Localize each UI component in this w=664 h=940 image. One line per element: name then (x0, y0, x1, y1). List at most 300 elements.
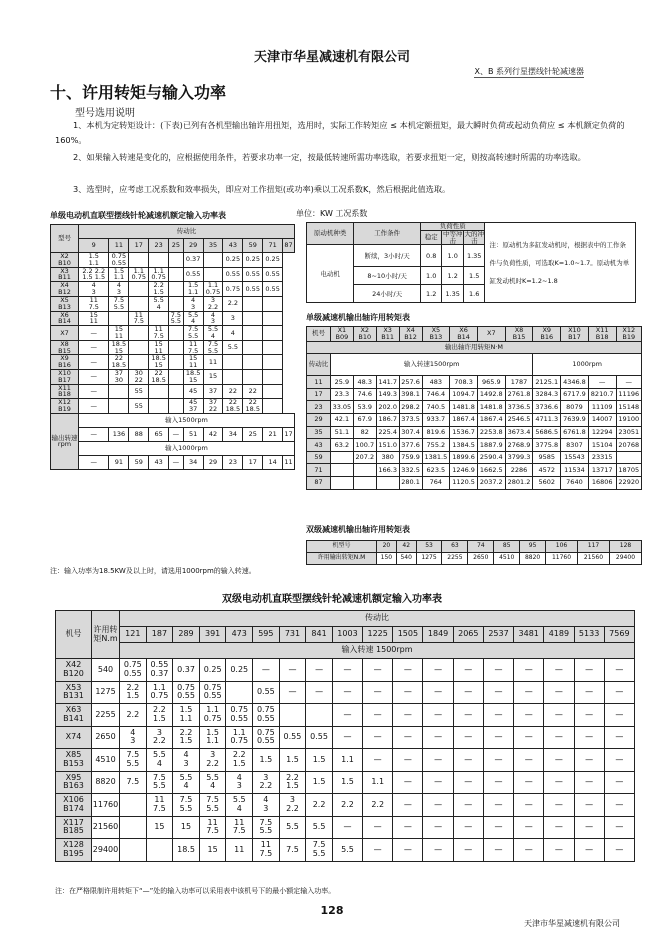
table-cell: — (514, 681, 544, 704)
table3-torque-label: 输出轴许用转矩N·M (307, 341, 642, 354)
table-cell: 33.05 (330, 401, 353, 414)
table-cell: 1.1 (332, 749, 362, 772)
table-cell: 0.75 (223, 282, 243, 297)
table-cell: 23315 (588, 451, 616, 464)
table-cell (169, 340, 184, 355)
table-cell: 2.2 1.5 (149, 282, 169, 297)
table-cell: 2.2 (223, 296, 243, 311)
table-cell: 4 3 (253, 794, 280, 817)
table-cell: — (423, 839, 453, 862)
table-cell: 2.2 1.5 (146, 704, 173, 727)
table-cell (129, 253, 149, 268)
table-cell: 11 7.5 (183, 340, 203, 355)
table-cell: 1.1 0.75 (199, 704, 226, 727)
table-cell: 0.55 (263, 282, 283, 297)
table-cell: X7 (477, 327, 505, 342)
table-cell: 29400 (92, 839, 120, 862)
table-cell: 11 7.5 (129, 311, 149, 326)
table-cell (223, 355, 243, 370)
table-cell: — (514, 749, 544, 772)
table-cell (263, 384, 283, 399)
table4-model-header: 机型号 (307, 541, 377, 553)
table-cell (129, 296, 149, 311)
table-cell: — (453, 726, 483, 749)
table-cell: 11 7.5 (226, 816, 253, 839)
table-cell: 91 (109, 455, 129, 469)
table-cell (243, 311, 263, 326)
table-cell: 1381.5 (422, 451, 450, 464)
table-cell: 17 (243, 455, 263, 469)
table-cell: 2.2 1.5 (120, 681, 147, 704)
table-cell: — (423, 704, 453, 727)
table-cell: 1867.4 (450, 414, 478, 427)
single-stage-torque-table (306, 326, 642, 490)
table-cell: 0.55 (223, 267, 243, 282)
table-cell: 5602 (533, 476, 561, 489)
table5-ratio-header: 传动比 (120, 611, 635, 627)
table-cell: 1.5 (253, 749, 280, 772)
table-cell: 2590.4 (477, 451, 505, 464)
table-cell: 965.9 (477, 376, 505, 389)
table-cell (169, 355, 184, 370)
table-cell (243, 296, 263, 311)
table-cell: 380 (376, 451, 399, 464)
table-cell: 0.75 0.55 (253, 726, 280, 749)
table-cell: 0.75 0.55 (226, 704, 253, 727)
table-cell: 3775.8 (533, 439, 561, 452)
table-cell (353, 464, 376, 477)
table-cell: 1.5 (306, 749, 333, 772)
table-cell: X12 B19 (51, 399, 79, 414)
table-cell: 2.2 1.5 (173, 726, 200, 749)
table-cell: 2253.8 (477, 426, 505, 439)
footer-company: 天津市华星减速机有限公司 (524, 919, 620, 928)
table-cell: 1.5 (332, 771, 362, 794)
table-cell: 2065 (453, 627, 483, 643)
table-row (56, 704, 635, 727)
table-cell: 59 (129, 455, 149, 469)
table-cell (129, 282, 149, 297)
table-cell: 2286 (505, 464, 533, 477)
table-cell: 3 2.2 (199, 749, 226, 772)
table-cell: 377.6 (399, 439, 422, 452)
table-cell: 51 (183, 427, 203, 441)
table-cell: 1536.7 (450, 426, 478, 439)
table-cell: 2537 (483, 627, 513, 643)
table-cell: 2.2 (332, 794, 362, 817)
table-cell: 15 (199, 839, 226, 862)
table-cell: 19100 (616, 414, 641, 427)
table2-stable-header: 稳定 (420, 230, 442, 245)
table-cell: 100.7 (353, 439, 376, 452)
table-cell: — (514, 771, 544, 794)
table-cell: 3 2.2 (203, 296, 223, 311)
table-cell: 22 (243, 384, 263, 399)
table-cell: 11534 (561, 464, 589, 477)
table-cell: — (169, 455, 184, 469)
table-cell: — (393, 659, 423, 682)
table-row (307, 439, 642, 452)
table-cell: 14007 (588, 414, 616, 427)
table-cell: 7639.9 (561, 414, 589, 427)
table-cell (263, 296, 283, 311)
table-cell (306, 704, 333, 727)
table-row (56, 659, 635, 682)
table-cell (120, 816, 147, 839)
company-name: 天津市华星减速机有限公司 (253, 50, 410, 65)
table-cell: 7.5 5.5 (306, 839, 333, 862)
table-cell: 2546.5 (505, 414, 533, 427)
table-cell: 332.5 (399, 464, 422, 477)
table-cell: X117 B185 (56, 816, 92, 839)
table-row (51, 340, 295, 355)
table-cell: 25.9 (330, 376, 353, 389)
table-cell: 4189 (544, 627, 574, 643)
table-cell: 4 3 (183, 296, 203, 311)
table-cell: 11 7.5 (146, 794, 173, 817)
table-cell: — (79, 427, 109, 441)
table-cell: — (423, 681, 453, 704)
table-cell: 0.55 (183, 267, 203, 282)
table-cell: 731 (279, 627, 306, 643)
table-cell: — (604, 771, 634, 794)
table-cell (223, 370, 243, 385)
table-cell: 11 (226, 839, 253, 862)
table-cell: 20 (377, 541, 397, 553)
table-cell: — (544, 704, 574, 727)
table-cell: — (393, 771, 423, 794)
single-stage-power-table (50, 224, 295, 470)
table-cell: 7.5 5.5 (146, 771, 173, 794)
table-row (51, 355, 295, 370)
table-cell (146, 839, 173, 862)
table-cell: X63 B141 (56, 704, 92, 727)
table-cell: 0.55 (306, 726, 333, 749)
table-cell: 12294 (588, 426, 616, 439)
table-cell: 45 (183, 384, 203, 399)
table-cell (203, 267, 223, 282)
table-cell (243, 355, 263, 370)
table-row (51, 253, 295, 268)
table-cell: — (514, 659, 544, 682)
table-cell: X1 B09 (330, 327, 353, 342)
table-cell (129, 340, 149, 355)
table-cell: — (544, 816, 574, 839)
table-cell: 15 (173, 816, 200, 839)
table-cell: — (483, 726, 513, 749)
table-cell: — (604, 681, 634, 704)
table-cell (129, 355, 149, 370)
table3-rpm-1000: 1000rpm (533, 354, 642, 376)
table-cell: 1.5 1.1 (173, 704, 200, 727)
table-cell: — (574, 816, 604, 839)
table-cell: — (574, 794, 604, 817)
table-cell: — (453, 839, 483, 862)
table-cell: — (514, 726, 544, 749)
table-cell: 42 (203, 427, 223, 441)
table-cell: — (604, 794, 634, 817)
table-cell (353, 476, 376, 489)
table-cell: 755.2 (422, 439, 450, 452)
table-cell: 1492.8 (477, 388, 505, 401)
table-cell: 2801.2 (505, 476, 533, 489)
table-cell: — (574, 659, 604, 682)
table-cell: — (363, 749, 393, 772)
table-cell: 29 (183, 239, 203, 253)
table-cell: 759.9 (399, 451, 422, 464)
table-cell: 8307 (561, 439, 589, 452)
table-cell: 7.5 5.5 (169, 311, 184, 326)
table-cell: 3 2.2 (146, 726, 173, 749)
table-cell: 391 (199, 627, 226, 643)
table-row (307, 414, 642, 427)
table-cell: 22 18.5 (223, 399, 243, 414)
table-cell: — (306, 681, 333, 704)
table-cell: 18.5 15 (149, 355, 169, 370)
table-cell (149, 253, 169, 268)
table-cell: 207.2 (353, 451, 376, 464)
table-cell: 11 (203, 355, 223, 370)
table-cell: 34 (223, 427, 243, 441)
table-cell: 11 (307, 376, 331, 389)
table-cell: 1.5 (279, 749, 306, 772)
table-cell: 2255 (442, 553, 468, 565)
table-cell: 2.2 (363, 794, 393, 817)
table-cell: 150 (377, 553, 397, 565)
table-cell: 15543 (561, 451, 589, 464)
table-cell: 22 (223, 384, 243, 399)
table-cell: 23 (223, 455, 243, 469)
table-cell: — (453, 749, 483, 772)
table-cell (169, 326, 184, 341)
table1-note: 注：输入功率为18.5KW及以上时，请选用1000rpm的输入转速。 (50, 567, 256, 575)
table-cell: 5133 (574, 627, 604, 643)
table-cell: X3 B11 (51, 267, 79, 282)
table-cell: — (393, 794, 423, 817)
table2-motor-type-header: 原动机种类 (307, 223, 354, 245)
table-cell: 1.1 0.75 (149, 267, 169, 282)
table-cell (149, 311, 169, 326)
table-cell (129, 326, 149, 341)
table-cell: 186.7 (376, 414, 399, 427)
table-cell: X8 B15 (51, 340, 79, 355)
table-cell: 1120.5 (450, 476, 478, 489)
table-cell (263, 326, 283, 341)
table2-cell: 1.2 (420, 285, 442, 303)
page-number: 128 (320, 904, 344, 917)
table2-heavy-header: 大的冲击 (464, 229, 484, 245)
table-cell: 151.0 (376, 439, 399, 452)
table-cell: 4 3 (79, 282, 109, 297)
table-cell: 1481.8 (450, 401, 478, 414)
table-cell: 22 18.5 (149, 370, 169, 385)
table-cell: 4510 (92, 749, 120, 772)
table-cell: — (79, 384, 109, 399)
table-cell: 4 3 (173, 749, 200, 772)
table2-cell: 断续，3小时/天 (354, 245, 421, 267)
table-cell: — (393, 839, 423, 862)
table-cell: — (332, 726, 362, 749)
table-cell: 29 (307, 414, 331, 427)
table-cell: 1384.5 (450, 439, 478, 452)
table3-title: 单级减速机输出轴许用转矩表 (306, 313, 410, 322)
table-cell: 5.5 4 (183, 311, 203, 326)
table-cell: 6717.9 (561, 388, 589, 401)
table-cell: — (574, 839, 604, 862)
table-cell: 17 (307, 388, 331, 401)
table-cell: 16806 (588, 476, 616, 489)
table5-title: 双级电动机直联型摆线针轮减速机额定输入功率表 (222, 594, 442, 605)
table2-motor-label: 电动机 (307, 245, 354, 303)
table-cell: 0.55 (253, 681, 280, 704)
table-cell: 4510 (494, 553, 520, 565)
table-cell: — (483, 816, 513, 839)
table-cell: — (483, 681, 513, 704)
table-cell: 18705 (616, 464, 641, 477)
table-cell: 0.25 (226, 659, 253, 682)
table-cell: 4 (223, 326, 243, 341)
table-cell: 540 (92, 659, 120, 682)
table-cell: 1849 (423, 627, 453, 643)
table3-model-header: 机号 (307, 327, 331, 342)
table-cell: 48.3 (353, 376, 376, 389)
table-cell: X10 B17 (561, 327, 589, 342)
table-cell: 11196 (616, 388, 641, 401)
table-cell: — (544, 749, 574, 772)
table-cell: 7640 (561, 476, 589, 489)
table-cell: 4 3 (109, 282, 129, 297)
table-cell: 20768 (616, 439, 641, 452)
table-cell: 1867.4 (477, 414, 505, 427)
table-cell (330, 451, 353, 464)
table-cell: — (483, 659, 513, 682)
table-cell: — (279, 659, 306, 682)
table-cell: 14 (263, 455, 283, 469)
table4-title: 双级减速机输出轴许用转矩表 (306, 525, 410, 534)
table-cell: — (363, 681, 393, 704)
table-cell: 136 (109, 427, 129, 441)
table-cell: 2.2 (306, 794, 333, 817)
table-cell: X10 B17 (51, 370, 79, 385)
table-cell: 121 (120, 627, 147, 643)
series-label: X、B 系列行星摆线针轮减速器 (474, 67, 584, 76)
table-cell: 15 (203, 370, 223, 385)
table-cell (169, 253, 184, 268)
table-cell: X42 B120 (56, 659, 92, 682)
table-cell (279, 704, 306, 727)
table-cell: 87 (307, 476, 331, 489)
table-cell: 398.1 (399, 388, 422, 401)
table-cell (109, 384, 129, 399)
table-cell: 15148 (616, 401, 641, 414)
table-cell: 0.25 (199, 659, 226, 682)
table-cell: — (544, 659, 574, 682)
table-cell: 819.6 (422, 426, 450, 439)
table-cell: 3799.3 (505, 451, 533, 464)
table-row (56, 816, 635, 839)
table-cell: 22 18.5 (243, 399, 263, 414)
table-cell: 85 (494, 541, 520, 553)
table-cell: 5.5 4 (226, 794, 253, 817)
table-cell: 23 (307, 401, 331, 414)
table-cell: — (332, 659, 362, 682)
table-cell: 6761.8 (561, 426, 589, 439)
table-cell: — (544, 839, 574, 862)
table-cell: 187 (146, 627, 173, 643)
table-cell (330, 476, 353, 489)
table-cell (243, 340, 263, 355)
table3-ratio-label: 传动比 (307, 354, 331, 376)
table-cell: 30 22 (129, 370, 149, 385)
table-row (307, 451, 642, 464)
table-cell: 7.5 5.5 (199, 794, 226, 817)
table-cell: — (588, 376, 616, 389)
table-cell: X4 B12 (51, 282, 79, 297)
double-stage-power-table (55, 610, 635, 862)
table2-cell: 1.5 (463, 267, 485, 285)
table-cell: 8820 (520, 553, 546, 565)
table-cell: — (393, 704, 423, 727)
table-cell: 0.55 (263, 267, 283, 282)
table-cell: — (423, 659, 453, 682)
table-cell: X95 B163 (56, 771, 92, 794)
table-cell: 43 (223, 239, 243, 253)
table1-model-header: 型号 (51, 225, 79, 253)
table2-cell: 1.0 (420, 267, 442, 285)
table-cell: 59 (243, 239, 263, 253)
table-cell: — (423, 816, 453, 839)
table2-cell: 8~10小时/天 (354, 267, 421, 285)
table-cell: 0.25 (223, 253, 243, 268)
table-cell (120, 839, 147, 862)
table-row (56, 749, 635, 772)
table-cell: 15 11 (183, 355, 203, 370)
table-cell: X6 B14 (51, 311, 79, 326)
table-cell: 23051 (616, 426, 641, 439)
table-cell: — (393, 816, 423, 839)
table-cell (263, 340, 283, 355)
table-cell (330, 464, 353, 477)
table-cell: — (332, 681, 362, 704)
table-cell: 1225 (363, 627, 393, 643)
table-cell: 3284.3 (533, 388, 561, 401)
table-cell: 63 (442, 541, 468, 553)
table-cell: 106 (546, 541, 578, 553)
table2-condition-header: 工作条件 (354, 223, 421, 245)
table-cell: — (604, 816, 634, 839)
table-cell: — (393, 749, 423, 772)
table-cell: 3736.6 (533, 401, 561, 414)
table-cell: 18.5 15 (109, 340, 129, 355)
table2-unit: 单位：KW 工况系数 (296, 209, 368, 218)
table-cell: 82 (353, 426, 376, 439)
table-cell: 42 (396, 541, 416, 553)
table-cell (149, 384, 169, 399)
section-title: 十、许用转矩与输入功率 (50, 83, 227, 102)
table-cell: — (483, 771, 513, 794)
table-cell: 4 3 (203, 311, 223, 326)
table-cell: X2 B10 (51, 253, 79, 268)
table-cell: 623.5 (422, 464, 450, 477)
table-cell: 8079 (561, 401, 589, 414)
table-cell: 18.5 (173, 839, 200, 862)
table-cell: 841 (306, 627, 333, 643)
table-cell: 933.7 (422, 414, 450, 427)
table-cell: — (604, 726, 634, 749)
table-cell: — (453, 794, 483, 817)
table-cell: 298.2 (399, 401, 422, 414)
table-cell: 289 (173, 627, 200, 643)
